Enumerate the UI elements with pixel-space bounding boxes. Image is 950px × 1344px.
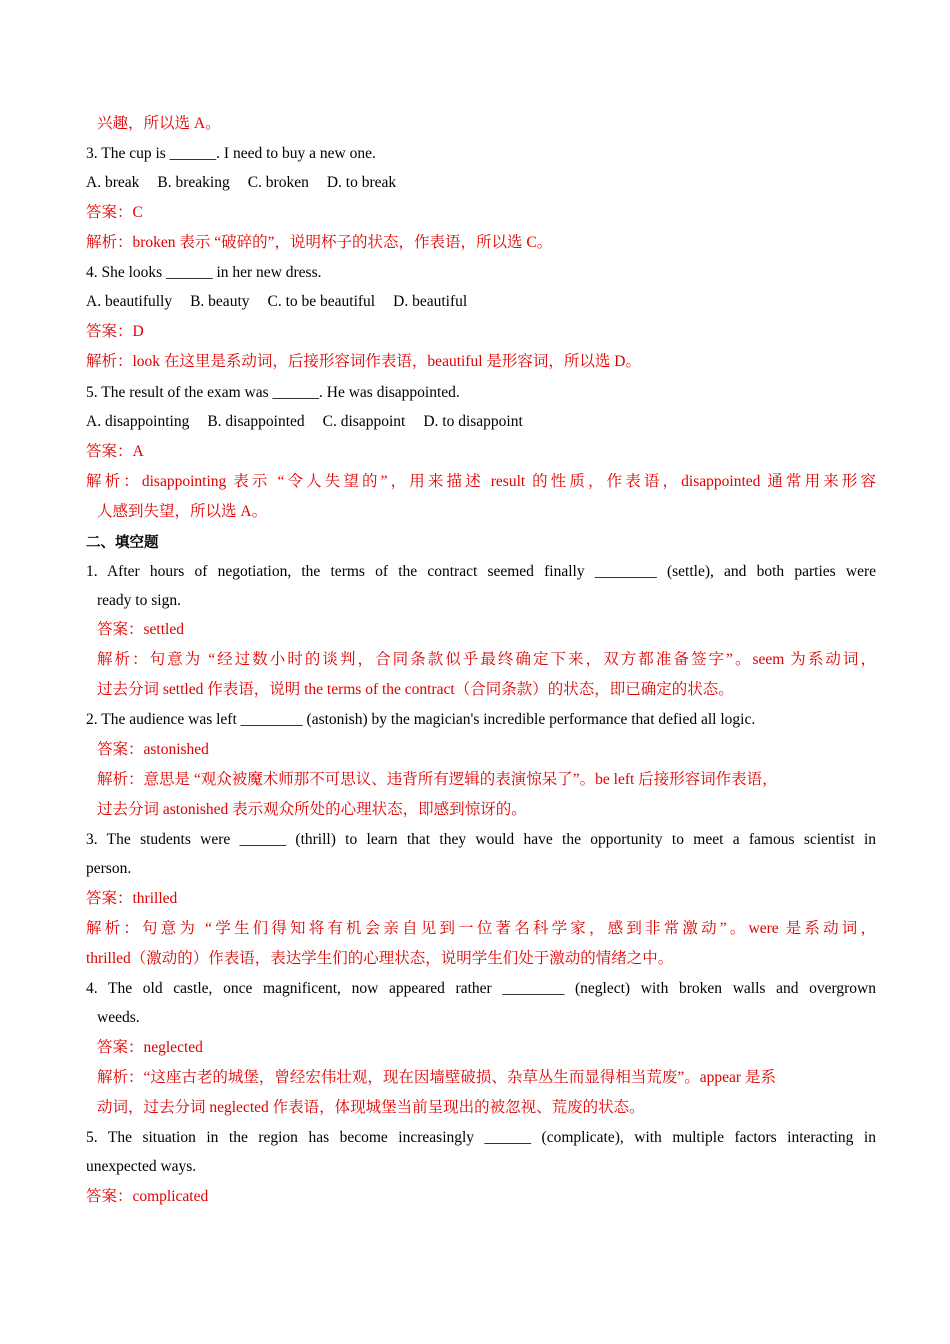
option-c: C. disappoint <box>322 413 406 430</box>
question-text: 4. She looks ______ in her new dress. <box>86 264 322 281</box>
question-options <box>86 410 876 434</box>
option-b: B. disappointed <box>207 413 305 430</box>
answer-explanation-continuation: 兴趣，所以选 A。 <box>97 115 221 132</box>
explanation-line: 解析：disappointing 表示 “令人失望的”，用来描述 result 的性质，作表语，disappointed 通常用来形容 <box>86 473 876 490</box>
question-options <box>86 171 876 195</box>
answer-line: 答案：C <box>86 204 143 221</box>
option-d: D. beautiful <box>393 293 468 310</box>
question-options <box>86 290 876 314</box>
option-a: A. disappointing <box>86 413 190 430</box>
option-a: A. break <box>86 174 140 191</box>
explanation-line: 解析：句意为 “学生们得知将有机会亲自见到一位著名科学家，感到非常激动”。were 是系动词， <box>86 920 876 937</box>
option-a: A. beautifully <box>86 293 173 310</box>
explanation-line: 过去分词 settled 作表语，说明 the terms of the contract（合同条款）的状态，即已确定的状态。 <box>97 681 734 698</box>
question-text: 5. The situation in the region has become increasingly ______ (complicate), with multiple factors interacting in <box>86 1129 876 1146</box>
question-text: 3. The students were ______ (thrill) to learn that they would have the opportunity to meet a famous scientist in <box>86 831 876 848</box>
explanation-line: 解析：broken 表示 “破碎的”，说明杯子的状态，作表语，所以选 C。 <box>86 234 553 251</box>
explanation-line: 动词，过去分词 neglected 作表语，体现城堡当前呈现出的被忽视、荒废的状态。 <box>97 1099 645 1116</box>
explanation-line: 人感到失望，所以选 A。 <box>97 503 268 520</box>
option-c: C. broken <box>247 174 309 191</box>
answer-line: 答案：settled <box>97 621 184 638</box>
option-b: B. breaking <box>157 174 230 191</box>
explanation-line: 解析：look 在这里是系动词，后接形容词作表语，beautiful 是形容词，所以选 D。 <box>86 353 641 370</box>
option-d: D. to break <box>326 174 397 191</box>
explanation-line: 过去分词 astonished 表示观众所处的心理状态，即感到惊讶的。 <box>97 801 527 818</box>
question-text: 5. The result of the exam was ______. He was disappointed. <box>86 384 460 401</box>
option-c: C. to be beautiful <box>267 293 376 310</box>
answer-line: 答案：D <box>86 323 144 340</box>
answer-line: 答案：neglected <box>97 1039 203 1056</box>
explanation-line: 解析：意思是 “观众被魔术师那不可思议、违背所有逻辑的表演惊呆了”。be left 后接形容词作表语， <box>97 771 778 788</box>
option-d: D. to disappoint <box>423 413 523 430</box>
question-text: 2. The audience was left ________ (astonish) by the magician's incredible performance that defied all logic. <box>86 711 756 728</box>
question-text: 1. After hours of negotiation, the terms of the contract seemed finally ________ (settle), and both parties were <box>86 563 876 580</box>
question-text: ready to sign. <box>97 592 181 609</box>
question-text: 3. The cup is ______. I need to buy a new one. <box>86 145 376 162</box>
answer-line: 答案：thrilled <box>86 890 178 907</box>
question-text: 4. The old castle, once magnificent, now appeared rather ________ (neglect) with broken walls and overgrown <box>86 980 876 997</box>
question-text: person. <box>86 860 132 877</box>
explanation-line: thrilled（激动的）作表语，表达学生们的心理状态，说明学生们处于激动的情绪之中。 <box>86 950 674 967</box>
answer-line: 答案：complicated <box>86 1188 209 1205</box>
explanation-line: 解析：句意为 “经过数小时的谈判，合同条款似乎最终确定下来，双方都准备签字”。seem 为系动词， <box>97 651 876 668</box>
answer-line: 答案：A <box>86 443 144 460</box>
answer-line: 答案：astonished <box>97 741 209 758</box>
explanation-line: 解析：“这座古老的城堡，曾经宏伟壮观，现在因墙壁破损、杂草丛生而显得相当荒废”。appear 是系 <box>97 1069 776 1086</box>
question-text: weeds. <box>97 1009 140 1026</box>
option-b: B. beauty <box>190 293 250 310</box>
question-text: unexpected ways. <box>86 1158 197 1175</box>
section-heading: 二、填空题 <box>86 535 159 551</box>
